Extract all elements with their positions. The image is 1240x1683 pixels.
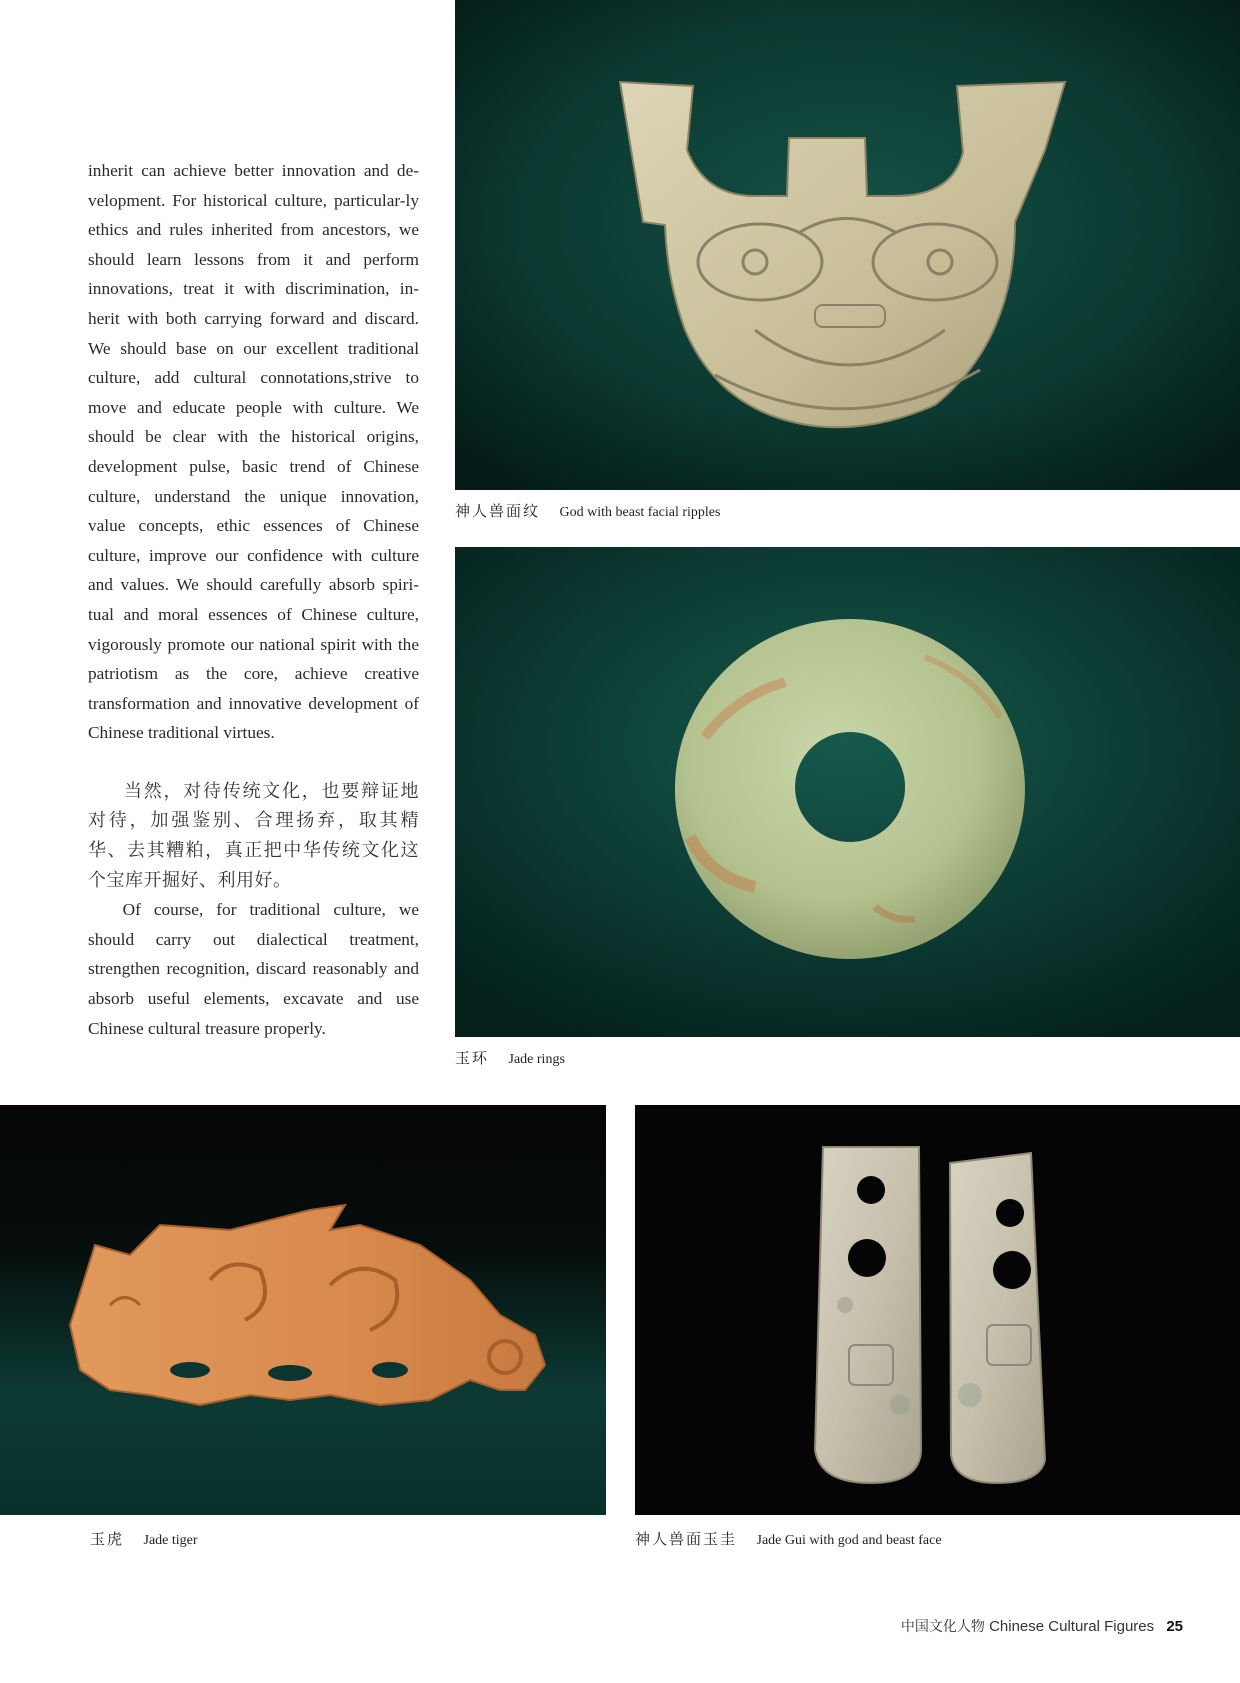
jade-tiger-image [0, 1105, 606, 1515]
jade-gui-image [635, 1105, 1240, 1515]
caption-jade-gui [635, 1528, 942, 1549]
body-paragraph-english-1: inherit can achieve better innovation and de-velopment. For historical culture, particular-ly ethics and rules inherited from ancestors, we should learn lessons from it and perform innovations, treat it with discrimination, in-herit with both carrying forward and discard. We should base on our excellent traditional culture, add cultural connotations,strive to move and educate people with culture. We should be clear with the historical origins, development pulse, basic trend of Chinese culture, understand the unique innovation, value concepts, ethic essences of Chinese culture, improve our confidence with culture and values. We should carefully absorb spiri-tual and moral essences of Chinese culture, vigorously promote our national spirit with the patriotism as the core, achieve creative transformation and innovative development of Chinese traditional virtues. [88, 161, 419, 743]
magazine-title-english: Chinese Cultural Figures [989, 1618, 1155, 1635]
caption-chinese: 神人兽面玉圭 [635, 1530, 738, 1548]
caption-jade-tiger [90, 1528, 198, 1549]
caption-jade-plaque [455, 500, 720, 521]
caption-chinese: 玉虎 [90, 1530, 125, 1548]
caption-chinese: 神人兽面纹 [455, 502, 541, 520]
page-number: 25 [1166, 1618, 1183, 1635]
page-footer [901, 1616, 1183, 1636]
photo-jade-god-beast-plaque [455, 0, 1240, 490]
caption-english: God with beast facial ripples [559, 505, 721, 520]
body-text-column [88, 156, 419, 1043]
photo-jade-gui [635, 1105, 1240, 1515]
jade-plaque-image [455, 0, 1240, 490]
photo-jade-ring [455, 547, 1240, 1037]
photo-jade-tiger [0, 1105, 606, 1515]
body-paragraph-english-2: Of course, for traditional culture, we should carry out dialectical treatment, strengthen recognition, discard reasonably and absorb useful elements, excavate and use Chinese cultural treasure properly. [88, 900, 419, 1038]
caption-english: Jade tiger [143, 1533, 198, 1548]
caption-english: Jade Gui with god and beast face [756, 1533, 942, 1548]
jade-ring-image [455, 547, 1240, 1037]
body-paragraph-chinese: 当然，对待传统文化，也要辩证地对待，加强鉴别、合理扬弃，取其精华、去其糟粕，真正把中华传统文化这个宝库开掘好、利用好。 [88, 780, 419, 891]
caption-jade-ring [455, 1047, 565, 1068]
caption-chinese: 玉环 [455, 1049, 490, 1067]
caption-english: Jade rings [508, 1052, 565, 1067]
magazine-title-chinese: 中国文化人物 [900, 1619, 985, 1635]
